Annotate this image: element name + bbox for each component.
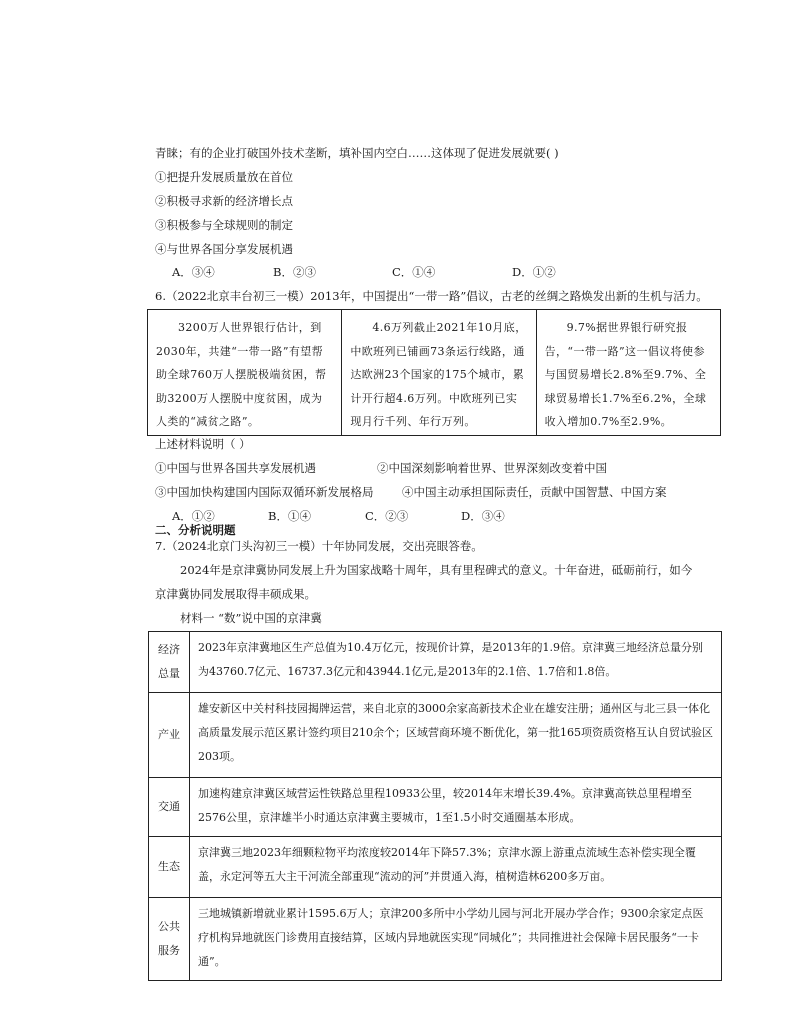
q6-option-a: A．①② — [172, 509, 215, 523]
q6-prompt: 上述材料说明（ ） — [155, 437, 251, 451]
q5-item-4: ④与世界各国分享发展机遇 — [155, 242, 293, 256]
row-head-industry: 产业 — [149, 693, 190, 778]
section-title: 二、分析说明题 — [155, 523, 236, 537]
q6-stem: 6.（2022北京丰台初三一模）2013年，中国提出“一带一路”倡议，古老的丝绸之路焕发出新的生机与活力。 — [155, 289, 708, 303]
row-head-ecology: 生态 — [149, 837, 190, 898]
table-row — [149, 778, 722, 837]
table-row — [149, 837, 722, 898]
q5-option-c: C．①④ — [392, 265, 436, 279]
q6-item-4: ④中国主动承担国际责任，贡献中国智慧、中国方案 — [402, 485, 667, 499]
q7-intro-line2: 京津冀协同发展取得丰硕成果。 — [155, 587, 316, 601]
row-body-public-service: 三地城镇新增就业累计1595.6万人；京津200多所中小学幼儿园与河北开展办学合作；9300余家定点医疗机构异地就医门诊费用直接结算，区域内异地就医实现“同城化”；共同推进社会保障卡居民服务“一卡通”。 — [190, 898, 722, 981]
q5-option-b: B．②③ — [273, 265, 316, 279]
q5-options — [172, 264, 556, 280]
q5-item-3: ③积极参与全球规则的制定 — [155, 218, 293, 232]
table-row — [149, 898, 722, 981]
q5-option-d: D．①② — [512, 265, 556, 279]
q6-item-3: ③中国加快构建国内国际双循环新发展格局 — [155, 485, 374, 499]
q5-item-1: ①把提升发展质量放在首位 — [155, 170, 293, 184]
q6-cell-1: 3200万人世界银行估计，到2030年，共建“一带一路”有望帮助全球760万人摆脱极端贫困，帮助3200万人摆脱中度贫困，成为人类的“减贫之路”。 — [148, 310, 342, 436]
q7-intro-line1: 2024年是京津冀协同发展上升为国家战略十周年，具有里程碑式的意义。十年奋进，砥砺前行，如今 — [180, 563, 693, 577]
q7-stem: 7.（2024北京门头沟初三一模）十年协同发展，交出亮眼答卷。 — [155, 539, 483, 553]
row-body-ecology: 京津冀三地2023年细颗粒物平均浓度较2014年下降57.3%；京津水源上游重点流域生态补偿实现全覆盖，永定河等五大主干河流全部重现“流动的河”并贯通入海，植树造林6200多万亩。 — [190, 837, 722, 898]
q7-material-title: 材料一 “数”说中国的京津冀 — [180, 611, 322, 625]
q6-material-table — [147, 309, 721, 436]
q6-items-row1 — [155, 460, 607, 476]
row-head-transport: 交通 — [149, 778, 190, 837]
q6-cell-2: 4.6万列截止2021年10月底，中欧班列已铺画73条运行线路，通达欧洲23个国家的175个城市，累计开行超4.6万列。中欧班列已实现月行千列、年行万列。 — [342, 310, 536, 436]
table-row — [149, 693, 722, 778]
q5-stem-tail: 青睐；有的企业打破国外技术垄断，填补国内空白……这体现了促进发展就要( ) — [155, 146, 559, 160]
row-head-economy: 经济 总量 — [149, 632, 190, 693]
q6-option-b: B．①④ — [268, 509, 311, 523]
q6-items-row2 — [155, 484, 667, 500]
row-head-public-service: 公共 服务 — [149, 898, 190, 981]
q5-option-a: A．③④ — [172, 265, 215, 279]
q7-material-table — [148, 631, 722, 981]
row-body-industry: 雄安新区中关村科技园揭牌运营，来自北京的3000余家高新技术企业在雄安注册；通州区与北三县一体化高质量发展示范区累计签约项目210余个；区域营商环境不断优化，第一批165项资质资格互认自贸试验区203项。 — [190, 693, 722, 778]
q6-item-1: ①中国与世界各国共享发展机遇 — [155, 461, 316, 475]
q6-cell-3: 9.7%据世界银行研究报告，“一带一路”这一倡议将使参与国贸易增长2.8%至9.7%、全球贸易增长1.7%至6.2%，全球收入增加0.7%至2.9%。 — [536, 310, 720, 436]
q6-option-c: C．②③ — [365, 509, 409, 523]
q5-item-2: ②积极寻求新的经济增长点 — [155, 194, 293, 208]
q6-item-2: ②中国深刻影响着世界、世界深刻改变着中国 — [377, 461, 607, 475]
q6-option-d: D．③④ — [461, 509, 505, 523]
row-body-transport: 加速构建京津冀区域营运性铁路总里程10933公里，较2014年末增长39.4%。京津冀高铁总里程增至2576公里，京津雄半小时通达京津冀主要城市，1至1.5小时交通圈基本形成。 — [190, 778, 722, 837]
row-body-economy: 2023年京津冀地区生产总值为10.4万亿元，按现价计算，是2013年的1.9倍。京津冀三地经济总量分别为43760.7亿元、16737.3亿元和43944.1亿元,是2013年的2.1倍、1.7倍和1.8倍。 — [190, 632, 722, 693]
table-row — [149, 632, 722, 693]
